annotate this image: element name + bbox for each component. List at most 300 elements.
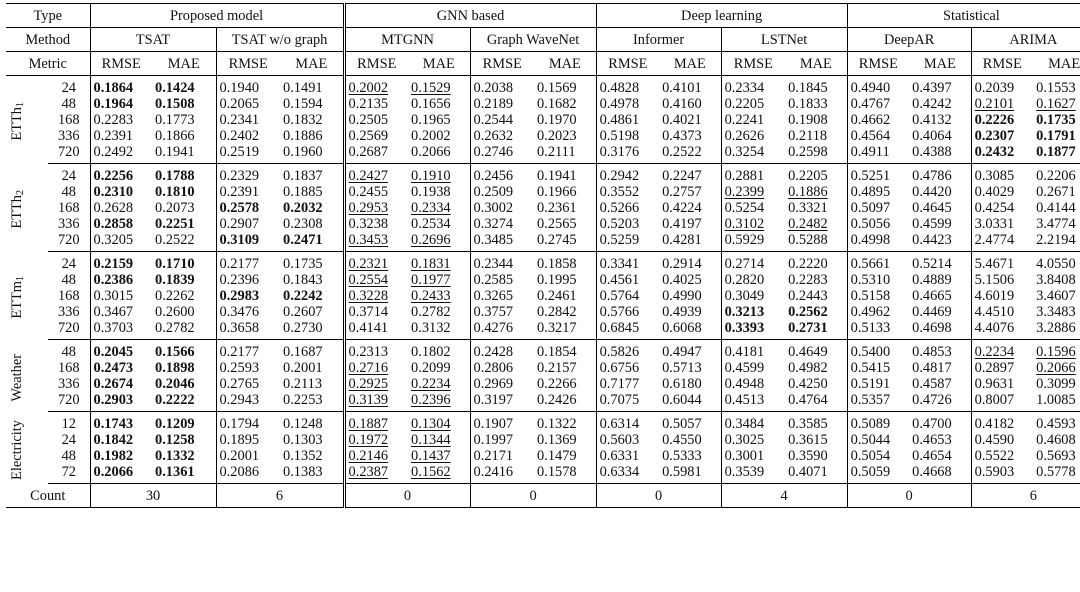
count-value: 4 [721,484,847,508]
value-cell: 0.4071 [785,464,847,484]
table-row [6,112,1080,128]
value-cell: 0.1383 [280,464,344,484]
value-cell: 0.2765 [216,376,280,392]
value-cell: 0.2135 [344,96,408,112]
method-graph-wavenet: Graph WaveNet [470,28,596,52]
value-cell: 3.4774 [1036,216,1076,232]
value-cell: 0.1941 [537,168,577,184]
value-cell: 0.2600 [155,304,195,320]
value-cell: 0.2716 [344,360,408,376]
value-cell: 0.9631 [971,376,1033,392]
metric-mae: MAE [785,52,847,76]
value-cell: 0.4021 [662,112,702,128]
value-cell: 0.2626 [721,128,785,144]
value-cell: 0.2820 [721,272,785,288]
value-cell: 0.5357 [847,392,909,412]
value-cell: 2.4774 [971,232,1033,252]
value-cell: 0.1594 [283,96,323,112]
value-cell: 0.1964 [90,96,152,112]
metric-mae: MAE [909,52,971,76]
value-cell: 3.0331 [971,216,1033,232]
horizon-cell: 24 [61,80,76,96]
value-cell: 0.2687 [344,144,408,164]
value-cell: 0.2241 [721,112,785,128]
value-cell: 0.4101 [662,80,702,96]
table-row [6,232,1080,252]
value-cell: 0.2585 [470,272,534,288]
value-cell: 3.2886 [1033,320,1080,340]
value-cell: 0.2426 [534,392,596,412]
count-value: 30 [90,484,216,508]
value-cell: 0.2953 [344,200,408,216]
value-cell: 0.2897 [971,360,1033,376]
value-cell: 4.4510 [971,304,1033,320]
value-cell: 0.7075 [596,392,659,412]
value-cell: 0.3453 [344,232,408,252]
value-cell: 0.2146 [344,448,408,464]
value-cell: 0.1529 [411,80,451,96]
value-cell: 0.2341 [216,112,280,128]
value-cell: 0.2308 [283,216,323,232]
value-cell: 0.2632 [470,128,534,144]
value-cell: 0.4281 [659,232,721,252]
value-cell: 0.3393 [721,320,785,340]
value-cell: 0.5259 [596,232,659,252]
value-cell: 0.2118 [788,128,828,144]
horizon-cell: 336 [57,304,80,320]
type-header-row [6,4,1080,28]
value-cell: 0.4254 [971,200,1033,216]
value-cell: 0.4982 [788,360,828,376]
value-cell: 0.2391 [216,184,280,200]
type-gnn: GNN based [344,4,596,28]
value-cell: 0.5764 [596,288,659,304]
value-cell: 0.4064 [912,128,952,144]
value-cell: 0.2283 [788,272,828,288]
value-cell: 0.2001 [283,360,323,376]
value-cell: 0.5693 [1036,448,1076,464]
horizon-cell: 168 [57,200,80,216]
value-cell: 0.3714 [344,304,408,320]
horizon-cell: 24 [61,432,76,448]
value-cell: 0.4242 [912,96,952,112]
value-cell: 0.3132 [408,320,470,340]
value-cell: 0.2038 [470,76,534,97]
value-cell: 0.1907 [470,412,534,433]
value-cell: 0.2943 [216,392,280,412]
value-cell: 0.2066 [90,464,152,484]
value-cell: 0.2023 [537,128,577,144]
value-cell: 0.2206 [1036,168,1076,184]
value-cell: 0.1303 [283,432,323,448]
method-mtgnn: MTGNN [344,28,470,52]
results-table [6,3,1080,508]
value-cell: 0.4649 [788,344,828,360]
value-cell: 0.2222 [152,392,216,412]
value-cell: 0.1970 [537,112,577,128]
value-cell: 0.2266 [537,376,577,392]
type-deep-learning: Deep learning [596,4,847,28]
value-cell: 0.2099 [411,360,451,376]
table-row [6,376,1080,392]
value-cell: 0.3217 [534,320,596,340]
value-cell: 0.2593 [216,360,280,376]
value-cell: 0.5044 [847,432,909,448]
value-cell: 0.1982 [90,448,152,464]
dataset-name: ETTh$_1$ [9,102,26,142]
value-cell: 0.2234 [971,340,1033,361]
value-cell: 0.5059 [847,464,909,484]
horizon-cell: 720 [48,232,90,252]
value-cell: 0.1687 [283,344,323,360]
value-cell: 0.2757 [662,184,702,200]
value-cell: 0.4224 [662,200,702,216]
value-cell: 0.4653 [912,432,952,448]
method-deepar: DeepAR [847,28,971,52]
value-cell: 0.4590 [971,432,1033,448]
value-cell: 1.0085 [1033,392,1080,412]
value-cell: 0.2416 [470,464,534,484]
value-cell: 0.1885 [283,184,323,200]
value-cell: 0.3703 [90,320,152,340]
value-cell: 0.4373 [662,128,702,144]
value-cell: 0.3615 [788,432,828,448]
value-cell: 0.5158 [847,288,909,304]
horizon-cell: 24 [61,168,76,184]
table-row [6,412,1080,433]
value-cell: 0.7177 [596,376,659,392]
value-cell: 0.2522 [152,232,216,252]
value-cell: 0.1562 [408,464,470,484]
value-cell: 0.2858 [90,216,152,232]
value-cell: 0.5056 [847,216,909,232]
value-cell: 0.5778 [1033,464,1080,484]
value-cell: 0.1304 [411,416,451,432]
value-cell: 0.1627 [1036,96,1076,112]
value-cell: 0.1332 [155,448,195,464]
value-cell: 0.2226 [971,112,1033,128]
value-cell: 0.2253 [280,392,344,412]
value-cell: 0.4141 [344,320,408,340]
value-cell: 0.1596 [1036,344,1076,360]
value-cell: 0.2534 [411,216,451,232]
value-cell: 0.2344 [470,252,534,273]
value-cell: 0.4587 [912,376,952,392]
value-cell: 0.2046 [155,376,195,392]
metric-mae: MAE [534,52,596,76]
value-cell: 0.1743 [90,412,152,433]
table-row [6,96,1080,112]
value-cell: 0.3585 [788,416,828,432]
value-cell: 0.2310 [90,184,152,200]
value-cell: 0.2522 [659,144,721,164]
value-cell: 0.4564 [847,128,909,144]
value-cell: 0.4132 [912,112,952,128]
value-cell: 0.1887 [344,412,408,433]
table-row [6,360,1080,376]
value-cell: 0.4599 [912,216,952,232]
value-cell: 0.2086 [216,464,280,484]
value-cell: 0.6334 [596,464,659,484]
count-value: 0 [344,484,470,508]
metric-mae: MAE [280,52,344,76]
value-cell: 0.2607 [283,304,323,320]
value-cell: 0.1972 [344,432,408,448]
value-cell: 0.3321 [788,200,828,216]
metric-rmse: RMSE [847,52,909,76]
table-row [6,320,1080,340]
horizon-cell: 168 [57,360,80,376]
value-cell: 4.4076 [971,320,1033,340]
value-cell: 0.4998 [847,232,909,252]
value-cell: 0.4599 [721,360,785,376]
value-cell: 0.4469 [912,304,952,320]
value-cell: 0.4889 [912,272,952,288]
value-cell: 0.2578 [216,200,280,216]
value-cell: 0.2745 [534,232,596,252]
count-value: 0 [470,484,596,508]
metric-mae: MAE [659,52,721,76]
value-cell: 0.3265 [470,288,534,304]
value-cell: 0.4513 [721,392,785,412]
value-cell: 0.1735 [1036,112,1076,128]
value-cell: 0.3274 [470,216,534,232]
value-cell: 0.1965 [411,112,451,128]
value-cell: 0.3658 [216,320,280,340]
value-cell: 0.5191 [847,376,909,392]
horizon-cell: 48 [61,272,76,288]
value-cell: 3.4607 [1036,288,1076,304]
metric-rmse: RMSE [470,52,534,76]
metric-mae: MAE [1033,52,1080,76]
value-cell: 0.4853 [912,344,952,360]
value-cell: 0.1794 [216,412,280,433]
value-cell: 0.3213 [721,304,785,320]
value-cell: 0.4397 [912,80,952,96]
value-cell: 0.2220 [788,256,828,272]
metric-label: Metric [6,52,90,76]
metric-mae: MAE [152,52,216,76]
value-cell: 0.6068 [659,320,721,340]
value-cell: 5.1506 [971,272,1033,288]
value-cell: 0.4276 [470,320,534,340]
value-cell: 0.3139 [344,392,408,412]
value-cell: 0.1361 [152,464,216,484]
value-cell: 0.2307 [971,128,1033,144]
value-cell: 0.1578 [534,464,596,484]
value-cell: 0.2262 [155,288,195,304]
value-cell: 0.3109 [216,232,280,252]
table-row [6,252,1080,273]
value-cell: 0.2881 [721,164,785,185]
value-cell: 0.2696 [408,232,470,252]
value-cell: 0.1773 [155,112,195,128]
value-cell: 0.2399 [721,184,785,200]
table-row [6,448,1080,464]
dataset-group [6,340,1080,412]
value-cell: 0.1842 [90,432,152,448]
value-cell: 0.4786 [912,168,952,184]
value-cell: 0.4700 [912,416,952,432]
dataset-group [6,164,1080,252]
value-cell: 3.3483 [1036,304,1076,320]
value-cell: 0.1960 [280,144,344,164]
table-row [6,432,1080,448]
value-cell: 0.3539 [721,464,785,484]
value-cell: 0.1938 [411,184,451,200]
value-cell: 0.1788 [155,168,195,184]
value-cell: 3.8408 [1036,272,1076,288]
value-cell: 0.1791 [1036,128,1076,144]
value-cell: 0.4662 [847,112,909,128]
value-cell: 0.1845 [788,80,828,96]
value-cell: 0.5310 [847,272,909,288]
value-cell: 0.1508 [155,96,195,112]
value-cell: 0.2903 [90,392,152,412]
value-cell: 0.4654 [912,448,952,464]
value-cell: 0.2628 [90,200,152,216]
value-cell: 0.4861 [596,112,659,128]
value-cell: 0.2177 [216,340,280,361]
value-cell: 0.2456 [470,164,534,185]
value-cell: 0.2396 [408,392,470,412]
value-cell: 0.1837 [283,168,323,184]
value-cell: 0.2045 [90,340,152,361]
value-cell: 0.1369 [537,432,577,448]
value-cell: 0.3102 [721,216,785,232]
value-cell: 0.2205 [788,168,828,184]
value-cell: 0.5981 [659,464,721,484]
horizon-cell: 12 [61,416,76,432]
value-cell: 0.1710 [155,256,195,272]
value-cell: 0.5254 [721,200,785,216]
value-cell: 0.3485 [470,232,534,252]
value-cell: 0.1843 [283,272,323,288]
value-cell: 0.2942 [596,164,659,185]
value-cell: 0.2032 [283,200,323,216]
value-cell: 0.5826 [596,340,659,361]
count-row [6,484,1080,508]
value-cell: 0.1908 [788,112,828,128]
table-row [6,76,1080,97]
value-cell: 0.2925 [344,376,408,392]
horizon-cell: 48 [61,344,76,360]
count-value: 6 [216,484,344,508]
value-cell: 0.1898 [155,360,195,376]
metric-mae: MAE [408,52,470,76]
value-cell: 0.1209 [155,416,195,432]
value-cell: 0.2386 [90,272,152,288]
value-cell: 0.2066 [1036,360,1076,376]
value-cell: 0.2101 [971,96,1033,112]
value-cell: 0.3001 [721,448,785,464]
value-cell: 0.2983 [216,288,280,304]
value-cell: 0.2157 [537,360,577,376]
horizon-cell: 72 [48,464,90,484]
count-value: 0 [847,484,971,508]
value-cell: 0.6845 [596,320,659,340]
value-cell: 0.1886 [788,184,828,200]
value-cell: 0.4645 [912,200,952,216]
value-cell: 0.1424 [155,80,195,96]
value-cell: 0.5251 [847,164,909,185]
table-row [6,392,1080,412]
value-cell: 0.2189 [470,96,534,112]
method-header-row [6,28,1080,52]
value-cell: 0.2001 [216,448,280,464]
value-cell: 0.1810 [155,184,195,200]
dataset-group [6,76,1080,164]
horizon-cell: 336 [57,216,80,232]
metric-rmse: RMSE [344,52,408,76]
value-cell: 0.4817 [912,360,952,376]
value-cell: 0.4668 [909,464,971,484]
value-cell: 0.5903 [971,464,1033,484]
value-cell: 0.2283 [90,112,152,128]
value-cell: 0.4388 [909,144,971,164]
value-cell: 0.2471 [280,232,344,252]
value-cell: 0.2073 [155,200,195,216]
value-cell: 0.6180 [662,376,702,392]
value-cell: 0.2731 [785,320,847,340]
value-cell: 0.2914 [662,256,702,272]
value-cell: 0.6314 [596,412,659,433]
value-cell: 0.3467 [90,304,152,320]
value-cell: 0.1910 [411,168,451,184]
table-row [6,128,1080,144]
table-row [6,164,1080,185]
value-cell: 0.4962 [847,304,909,320]
value-cell: 0.1479 [537,448,577,464]
value-cell: 0.5198 [596,128,659,144]
value-cell: 0.1995 [537,272,577,288]
metric-rmse: RMSE [596,52,659,76]
value-cell: 0.1569 [537,80,577,96]
horizon-cell: 48 [61,184,76,200]
method-lstnet: LSTNet [721,28,847,52]
value-cell: 0.5057 [662,416,702,432]
value-cell: 0.2746 [470,144,534,164]
value-cell: 0.2505 [344,112,408,128]
value-cell: 0.2482 [788,216,828,232]
value-cell: 0.4423 [909,232,971,252]
value-cell: 0.5415 [847,360,909,376]
value-cell: 0.4939 [662,304,702,320]
metric-rmse: RMSE [216,52,280,76]
value-cell: 0.2387 [344,464,408,484]
table-row [6,288,1080,304]
count-value: 6 [971,484,1080,508]
value-cell: 0.1437 [411,448,451,464]
value-cell: 0.4420 [912,184,952,200]
horizon-cell: 720 [48,392,90,412]
value-cell: 0.2461 [537,288,577,304]
value-cell: 0.4911 [847,144,909,164]
value-cell: 0.5333 [662,448,702,464]
value-cell: 0.2907 [216,216,280,232]
method-tsat-no-graph: TSAT w/o graph [216,28,344,52]
value-cell: 0.5097 [847,200,909,216]
value-cell: 0.4895 [847,184,909,200]
value-cell: 0.1977 [411,272,451,288]
value-cell: 0.2256 [90,164,152,185]
value-cell: 0.1344 [411,432,451,448]
dataset-group [6,252,1080,340]
table-row [6,272,1080,288]
count-value: 0 [596,484,721,508]
value-cell: 0.2782 [411,304,451,320]
method-tsat: TSAT [90,28,216,52]
